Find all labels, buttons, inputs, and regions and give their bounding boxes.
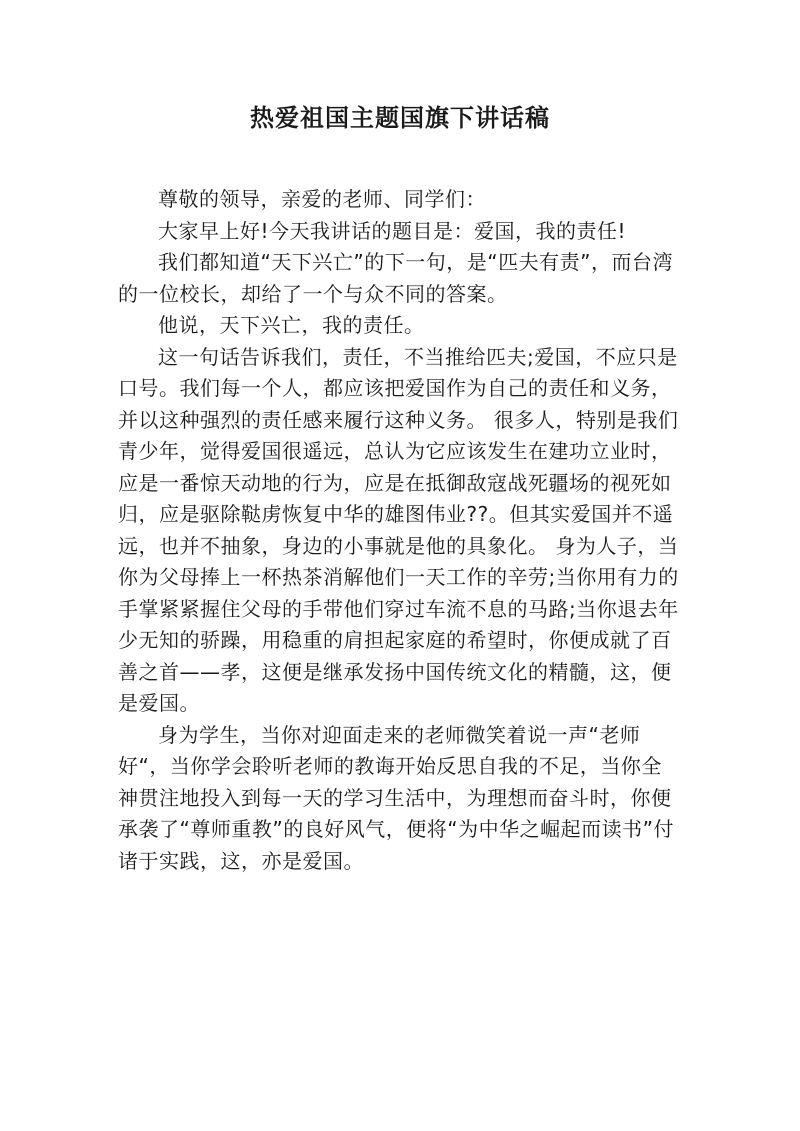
paragraph-topic: 大家早上好!今天我讲话的题目是：爱国，我的责任! <box>158 218 627 243</box>
paragraph-greeting: 尊敬的领导，亲爱的老师、同学们： <box>158 187 486 211</box>
paragraph-student: 身为学生，当你对迎面走来的老师微笑着说一声“老师好“，当你学会聆听老师的教诲开始反思自我的不足，当你全神贯注地投入到每一天的学习生活中，为理想而奋斗时，你便承袭了“尊师重教”的良好风气，便将“为中华之崛起而读书”付诸于实践，这，亦是爱国。 <box>118 722 674 873</box>
paragraph-saying: 我们都知道“天下兴亡”的下一句，是“匹夫有责”，而台湾的一位校长，却给了一个与众不同的答案。 <box>118 250 673 306</box>
paragraph-responsibility: 这一句话告诉我们，责任，不当推给匹夫;爱国，不应只是口号。我们每一个人，都应该把爱国作为自己的责任和义务，并以这种强烈的责任感来履行这种义务。 很多人，特别是我们青少年，觉得爱国很遥远，总认为它应该发生在建功立业时，应是一番惊天动地的行为，应是在抵御敌寇战死疆场的视死如归，应是驱除鞑虏恢复中华的雄图伟业??。但其实爱国并不遥远，也并不抽象，身边的小事就是他的具象化。 身为人子，当你为父母捧上一杯热茶消解他们一天工作的辛劳;当你用有力的手掌紧紧握住父母的手带他们穿过车流不息的马路;当你退去年少无知的骄躁，用稳重的肩担起家庭的希望时，你便成就了百善之首——孝，这便是继承发扬中国传统文化的精髓，这，便是爱国。 <box>118 344 679 715</box>
paragraph-principal-answer: 他说，天下兴亡，我的责任。 <box>158 313 425 337</box>
document-body <box>118 184 682 877</box>
document-title: 热爱祖国主题国旗下讲话稿 <box>250 103 550 132</box>
